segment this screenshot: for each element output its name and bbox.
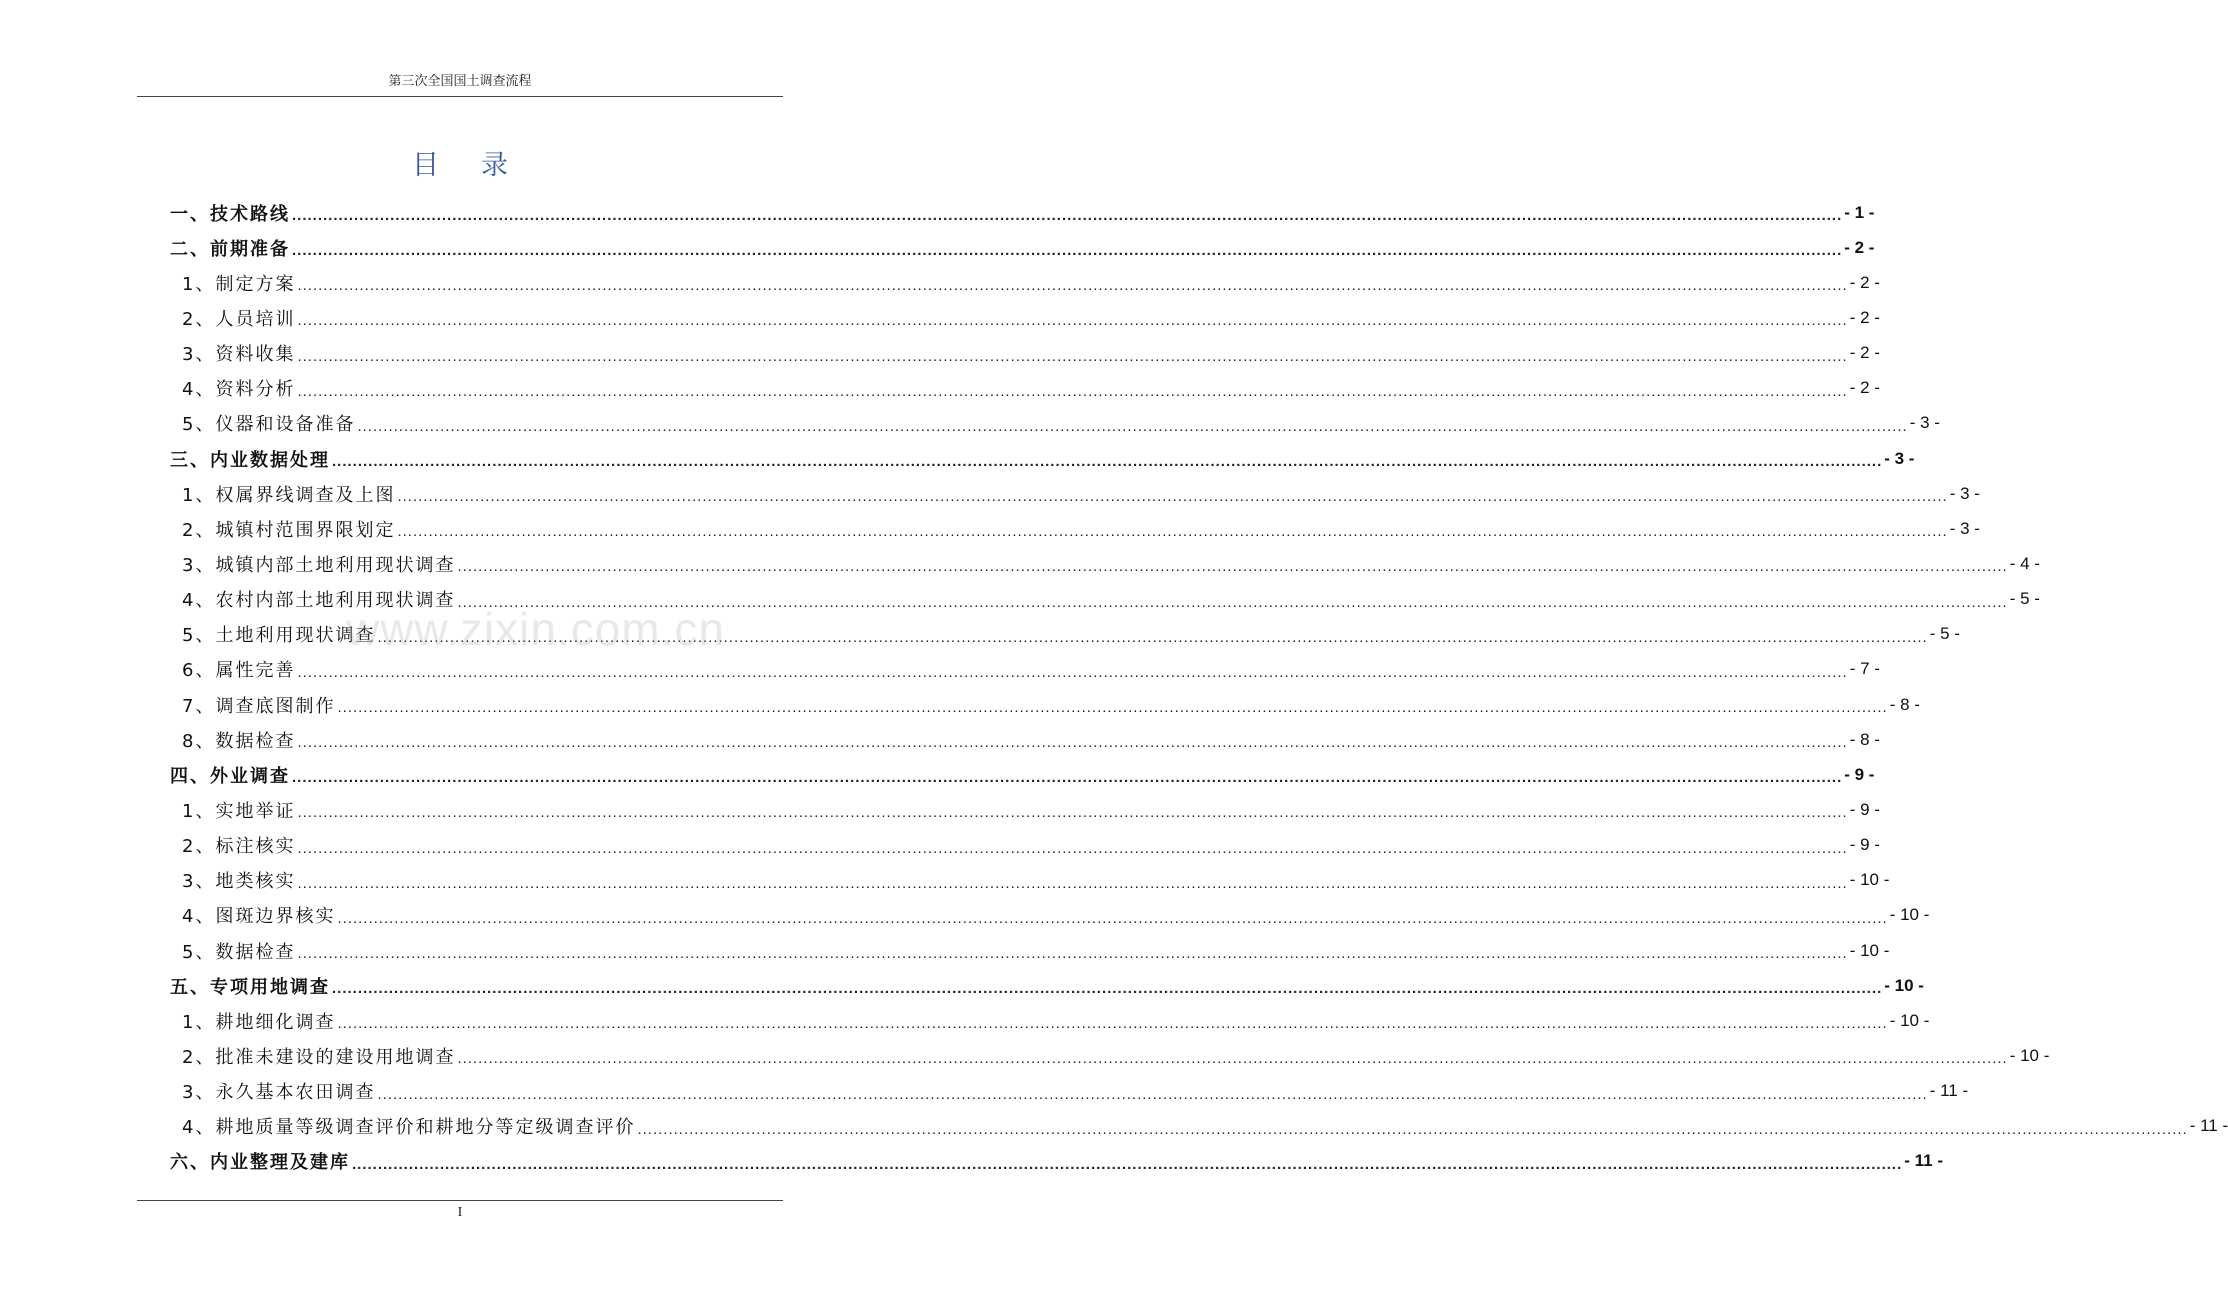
toc-entry-page: - 9 - — [1849, 835, 1880, 855]
toc-entry[interactable] — [170, 1109, 2228, 1144]
toc-entry[interactable] — [170, 757, 1875, 792]
toc-leader-dots: ............................................................................................................................................................................................................................................................................................................ — [457, 1050, 2008, 1068]
footer-page-number: I — [457, 1205, 463, 1220]
toc-leader-dots: ............................................................................................................................................................................................................................................................................................................ — [457, 558, 2008, 576]
toc-leader-dots: ............................................................................................................................................................................................................................................................................................................ — [297, 839, 1848, 857]
toc-entry-label: 六、内业整理及建库 — [170, 1152, 350, 1174]
toc-entry[interactable] — [170, 441, 1915, 476]
toc-entry-page: - 8 - — [1849, 729, 1880, 749]
toc-entry-page: - 11 - — [2189, 1116, 2228, 1136]
toc-entry-label: 3、资料收集 — [182, 344, 296, 366]
toc-entry[interactable] — [170, 1144, 1943, 1179]
toc-entry-page: - 5 - — [1929, 624, 1960, 644]
toc-leader-dots: ............................................................................................................................................................................................................................................................................................................ — [297, 663, 1848, 681]
toc-entry[interactable] — [170, 828, 1880, 863]
toc-entry-label: 1、制定方案 — [182, 273, 296, 295]
toc-entry[interactable] — [170, 722, 1880, 757]
toc-entry[interactable] — [170, 195, 1875, 230]
toc-entry-page: - 8 - — [1889, 694, 1920, 714]
toc-entry[interactable] — [170, 546, 2040, 581]
toc-leader-dots: ............................................................................................................................................................................................................................................................................................................ — [332, 453, 1883, 471]
toc-leader-dots: ............................................................................................................................................................................................................................................................................................................ — [297, 277, 1848, 295]
toc-entry-label: 一、技术路线 — [170, 203, 290, 225]
toc-leader-dots: ............................................................................................................................................................................................................................................................................................................ — [352, 1155, 1903, 1173]
toc-entry[interactable] — [170, 476, 1980, 511]
toc-entry-label: 3、永久基本农田调查 — [182, 1082, 376, 1104]
toc-entry[interactable] — [170, 863, 1890, 898]
toc-title: 目录 — [412, 150, 550, 181]
toc-entry-label: 四、外业调查 — [170, 765, 290, 787]
toc-leader-dots: ............................................................................................................................................................................................................................................................................................................ — [297, 347, 1848, 365]
toc-entry-label: 2、批准未建设的建设用地调查 — [182, 1046, 456, 1068]
toc-entry-label: 二、前期准备 — [170, 238, 290, 260]
toc-entry-label: 4、耕地质量等级调查评价和耕地分等定级调查评价 — [182, 1117, 636, 1139]
toc-entry-label: 5、数据检查 — [182, 941, 296, 963]
toc-entry-page: - 11 - — [1904, 1151, 1943, 1171]
toc-entry-page: - 3 - — [1884, 448, 1915, 468]
toc-leader-dots: ............................................................................................................................................................................................................................................................................................................ — [337, 1015, 1888, 1033]
toc-leader-dots: ............................................................................................................................................................................................................................................................................................................ — [397, 523, 1948, 541]
toc-entry-label: 1、耕地细化调查 — [182, 1011, 336, 1033]
toc-entry-label: 1、实地举证 — [182, 800, 296, 822]
toc-entry-label: 8、数据检查 — [182, 730, 296, 752]
toc-leader-dots: ............................................................................................................................................................................................................................................................................................................ — [337, 699, 1888, 717]
toc-entry[interactable] — [170, 617, 1960, 652]
toc-entry-label: 2、城镇村范围界限划定 — [182, 519, 396, 541]
toc-entry[interactable] — [170, 300, 1880, 335]
toc-entry-page: - 9 - — [1844, 764, 1875, 784]
toc-entry-label: 三、内业数据处理 — [170, 449, 330, 471]
toc-entry[interactable] — [170, 1038, 2050, 1073]
toc-entry-label: 3、城镇内部土地利用现状调查 — [182, 554, 456, 576]
toc-entry-page: - 4 - — [2009, 553, 2040, 573]
toc-entry-page: - 2 - — [1849, 378, 1880, 398]
toc-entry[interactable] — [170, 652, 1880, 687]
toc-leader-dots: ............................................................................................................................................................................................................................................................................................................ — [297, 874, 1848, 892]
toc-entry-page: - 10 - — [1889, 905, 1930, 925]
toc-entry[interactable] — [170, 898, 1930, 933]
toc-leader-dots: ............................................................................................................................................................................................................................................................................................................ — [297, 734, 1848, 752]
toc-entry-label: 4、图斑边界核实 — [182, 906, 336, 928]
toc-entry-label: 1、权属界线调查及上图 — [182, 484, 396, 506]
toc-entry-label: 4、资料分析 — [182, 379, 296, 401]
toc-leader-dots: ............................................................................................................................................................................................................................................................................................................ — [332, 980, 1883, 998]
toc-entry[interactable] — [170, 406, 1940, 441]
toc-entry[interactable] — [170, 968, 1924, 1003]
toc-entry-page: - 10 - — [2009, 1045, 2050, 1065]
toc-entry-label: 6、属性完善 — [182, 660, 296, 682]
toc-entry-label: 5、仪器和设备准备 — [182, 414, 356, 436]
toc-leader-dots: ............................................................................................................................................................................................................................................................................................................ — [397, 488, 1948, 506]
toc-entry-page: - 2 - — [1849, 272, 1880, 292]
toc-entry-page: - 2 - — [1844, 237, 1875, 257]
running-header: 第三次全国国土调查流程 — [388, 74, 532, 89]
toc-leader-dots: ............................................................................................................................................................................................................................................................................................................ — [357, 417, 1908, 435]
toc-entry[interactable] — [170, 792, 1880, 827]
toc-entry-page: - 10 - — [1884, 975, 1924, 995]
toc-entry[interactable] — [170, 336, 1880, 371]
toc-leader-dots: ............................................................................................................................................................................................................................................................................................................ — [337, 909, 1888, 927]
toc-entry[interactable] — [170, 230, 1875, 265]
toc-entry-page: - 2 - — [1849, 343, 1880, 363]
toc-entry-page: - 10 - — [1849, 940, 1890, 960]
toc-entry-label: 4、农村内部土地利用现状调查 — [182, 590, 456, 612]
toc-leader-dots: ............................................................................................................................................................................................................................................................................................................ — [297, 945, 1848, 963]
toc-leader-dots: ............................................................................................................................................................................................................................................................................................................ — [377, 1085, 1928, 1103]
toc-entry-page: - 5 - — [2009, 589, 2040, 609]
watermark: www.zixin.com.cn — [346, 603, 725, 655]
toc-entry-page: - 3 - — [1909, 413, 1940, 433]
toc-entry-label: 2、标注核实 — [182, 836, 296, 858]
toc-entry-page: - 3 - — [1949, 518, 1980, 538]
toc-entry-page: - 1 - — [1844, 202, 1875, 222]
toc-leader-dots: ............................................................................................................................................................................................................................................................................................................ — [297, 312, 1848, 330]
toc-entry[interactable] — [170, 582, 2040, 617]
toc-entry[interactable] — [170, 265, 1880, 300]
table-of-contents — [170, 195, 2228, 1179]
toc-leader-dots: ............................................................................................................................................................................................................................................................................................................ — [457, 593, 2008, 611]
toc-entry[interactable] — [170, 1003, 1930, 1038]
header-rule — [137, 96, 783, 97]
toc-entry[interactable] — [170, 933, 1890, 968]
toc-entry-page: - 2 - — [1849, 307, 1880, 327]
toc-entry-page: - 10 - — [1849, 870, 1890, 890]
toc-entry-page: - 3 - — [1949, 483, 1980, 503]
toc-entry-label: 3、地类核实 — [182, 871, 296, 893]
toc-entry[interactable] — [170, 1074, 1969, 1109]
toc-leader-dots: ............................................................................................................................................................................................................................................................................................................ — [292, 242, 1843, 260]
toc-entry-label: 五、专项用地调查 — [170, 976, 330, 998]
toc-leader-dots: ............................................................................................................................................................................................................................................................................................................ — [637, 1120, 2188, 1138]
toc-entry[interactable] — [170, 511, 1980, 546]
toc-entry-page: - 11 - — [1929, 1081, 1969, 1101]
toc-entry-page: - 10 - — [1889, 1010, 1930, 1030]
toc-leader-dots: ............................................................................................................................................................................................................................................................................................................ — [377, 628, 1928, 646]
toc-entry[interactable] — [170, 371, 1880, 406]
toc-entry-label: 5、土地利用现状调查 — [182, 625, 376, 647]
toc-entry[interactable] — [170, 687, 1920, 722]
toc-entry-label: 2、人员培训 — [182, 308, 296, 330]
toc-leader-dots: ............................................................................................................................................................................................................................................................................................................ — [292, 769, 1843, 787]
footer-rule — [137, 1200, 783, 1201]
toc-leader-dots: ............................................................................................................................................................................................................................................................................................................ — [292, 207, 1843, 225]
toc-leader-dots: ............................................................................................................................................................................................................................................................................................................ — [297, 382, 1848, 400]
toc-entry-page: - 7 - — [1849, 659, 1880, 679]
toc-entry-page: - 9 - — [1849, 799, 1880, 819]
toc-entry-label: 7、调查底图制作 — [182, 695, 336, 717]
toc-leader-dots: ............................................................................................................................................................................................................................................................................................................ — [297, 804, 1848, 822]
